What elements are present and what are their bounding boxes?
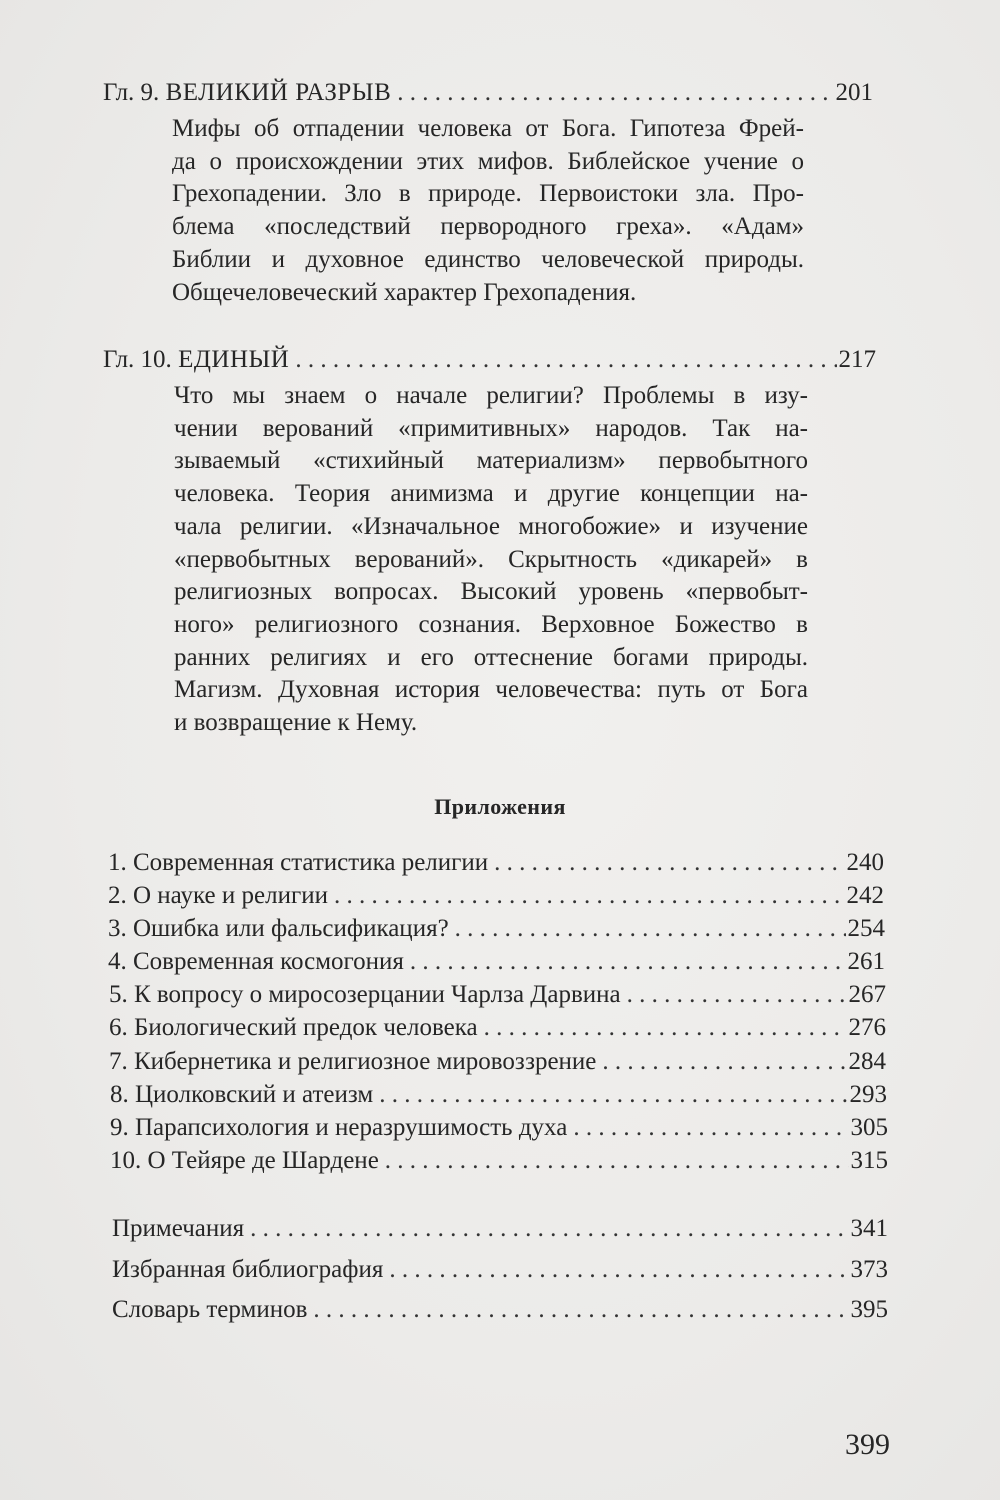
appendix-page: 267: [848, 981, 886, 1008]
dot-leader: [397, 78, 833, 108]
summary-line: зываемый «стихийный материализм» первобытного: [174, 447, 808, 475]
chapter-9-summary: [172, 113, 804, 309]
appendix-title: 7. Кибернетика и религиозное мировоззрение: [109, 1048, 597, 1075]
summary-line: Магизм. Духовная история человечества: путь от Бога: [174, 676, 808, 704]
dot-leader: [313, 1295, 848, 1325]
appendix-title: 9. Парапсихология и неразрушимость духа: [110, 1114, 568, 1141]
summary-line: Общечеловеческий характер Грехопадения.: [172, 278, 637, 306]
dot-leader: [385, 1146, 849, 1176]
back-matter-title: Избранная библиография: [112, 1256, 384, 1283]
appendix-title: 2. О науке и религии: [108, 882, 328, 909]
chapter-10-name: ЕДИНЫЙ: [178, 346, 290, 373]
appendix-entry: [110, 1113, 888, 1143]
back-matter-title: Словарь терминов: [112, 1296, 308, 1323]
appendix-title: 8. Циолковский и атеизм: [110, 1081, 374, 1108]
appendix-page: 240: [846, 849, 884, 876]
chapter-10-title: [103, 345, 289, 375]
summary-line: ного» религиозного сознания. Верховное Божество в: [174, 610, 808, 638]
summary-line: да о происхождении этих мифов. Библейское учение о: [172, 147, 804, 175]
appendix-title: 5. К вопросу о миросозерцании Чарлза Дарвина: [109, 981, 621, 1008]
chapter-10-page: 217: [838, 346, 876, 373]
dot-leader: [602, 1047, 846, 1077]
chapter-10-summary: [174, 380, 808, 740]
dot-leader: [410, 947, 846, 977]
dot-leader: [627, 980, 847, 1010]
summary-line: Что мы знаем о начале религии? Проблемы в изу-: [174, 382, 808, 409]
page-number: 399: [845, 1428, 890, 1461]
chapter-9-page: 201: [835, 79, 873, 106]
back-matter-title: Примечания: [112, 1215, 245, 1242]
appendix-entry: [108, 881, 884, 911]
appendix-page: 284: [848, 1048, 886, 1075]
appendix-title: 1. Современная статистика религии: [108, 849, 489, 876]
dot-leader: [455, 914, 846, 944]
dot-leader: [250, 1214, 848, 1244]
summary-line: Мифы об отпадении человека от Бога. Гипотеза Фрей-: [172, 115, 804, 142]
summary-line: религиозных вопросах. Высокий уровень «первобыт-: [174, 578, 808, 606]
appendix-page: 261: [847, 948, 885, 975]
appendix-entry: [109, 980, 886, 1010]
appendix-page: 242: [846, 882, 884, 909]
back-matter-entry: [112, 1255, 888, 1285]
appendix-page: 315: [850, 1147, 888, 1174]
summary-line: чала религии. «Изначальное многобожие» и изучение: [174, 512, 808, 540]
chapter-9-entry: [103, 78, 873, 108]
back-matter-entry: [112, 1295, 888, 1325]
summary-line: и возвращение к Нему.: [174, 709, 418, 737]
back-matter-entry: [112, 1214, 888, 1244]
summary-line: ранних религиях и его оттеснение богами природы.: [174, 643, 808, 671]
summary-line: Грехопадении. Зло в природе. Первоистоки зла. Про-: [172, 180, 804, 208]
chapter-10-entry: [103, 345, 876, 375]
summary-line: чении верований «примитивных» народов. Так на-: [174, 414, 808, 442]
appendix-entry: [108, 914, 885, 944]
appendix-title: 10. О Тейяре де Шардене: [110, 1147, 379, 1174]
dot-leader: [389, 1255, 848, 1285]
appendix-title: 4. Современная космогония: [108, 948, 404, 975]
dot-leader: [379, 1080, 847, 1110]
appendix-title: 3. Ошибка или фальсификация?: [108, 915, 449, 942]
appendix-heading: Приложения: [434, 794, 566, 819]
appendix-page: 254: [847, 915, 885, 942]
appendix-entry: [108, 947, 885, 977]
appendix-entry: [110, 1146, 888, 1176]
dot-leader: [573, 1113, 848, 1143]
appendix-title: 6. Биологический предок человека: [109, 1014, 478, 1041]
appendix-entry: [108, 848, 884, 878]
chapter-10-prefix: Гл. 10.: [103, 346, 172, 373]
back-matter-page: 395: [850, 1296, 888, 1323]
chapter-9-title: [103, 78, 391, 108]
chapter-9-name: ВЕЛИКИЙ РАЗРЫВ: [165, 79, 392, 106]
summary-line: «первобытных верований». Скрытность «дикарей» в: [174, 545, 808, 573]
appendix-entry: [109, 1047, 886, 1077]
summary-line: Библии и духовное единство человеческой природы.: [172, 245, 804, 273]
dot-leader: [494, 848, 844, 878]
summary-line: человека. Теория анимизма и другие концепции на-: [174, 480, 808, 508]
appendix-entry: [110, 1080, 887, 1110]
appendix-page: 305: [850, 1114, 888, 1141]
appendix-page: 276: [848, 1014, 886, 1041]
chapter-9-prefix: Гл. 9.: [103, 79, 160, 106]
dot-leader: [295, 345, 836, 375]
back-matter-page: 341: [850, 1215, 888, 1242]
dot-leader: [484, 1013, 847, 1043]
appendix-page: 293: [849, 1081, 887, 1108]
appendix-entry: [109, 1013, 886, 1043]
summary-line: блема «последствий первородного греха». «Адам»: [172, 213, 804, 241]
back-matter-page: 373: [850, 1256, 888, 1283]
dot-leader: [334, 881, 845, 911]
